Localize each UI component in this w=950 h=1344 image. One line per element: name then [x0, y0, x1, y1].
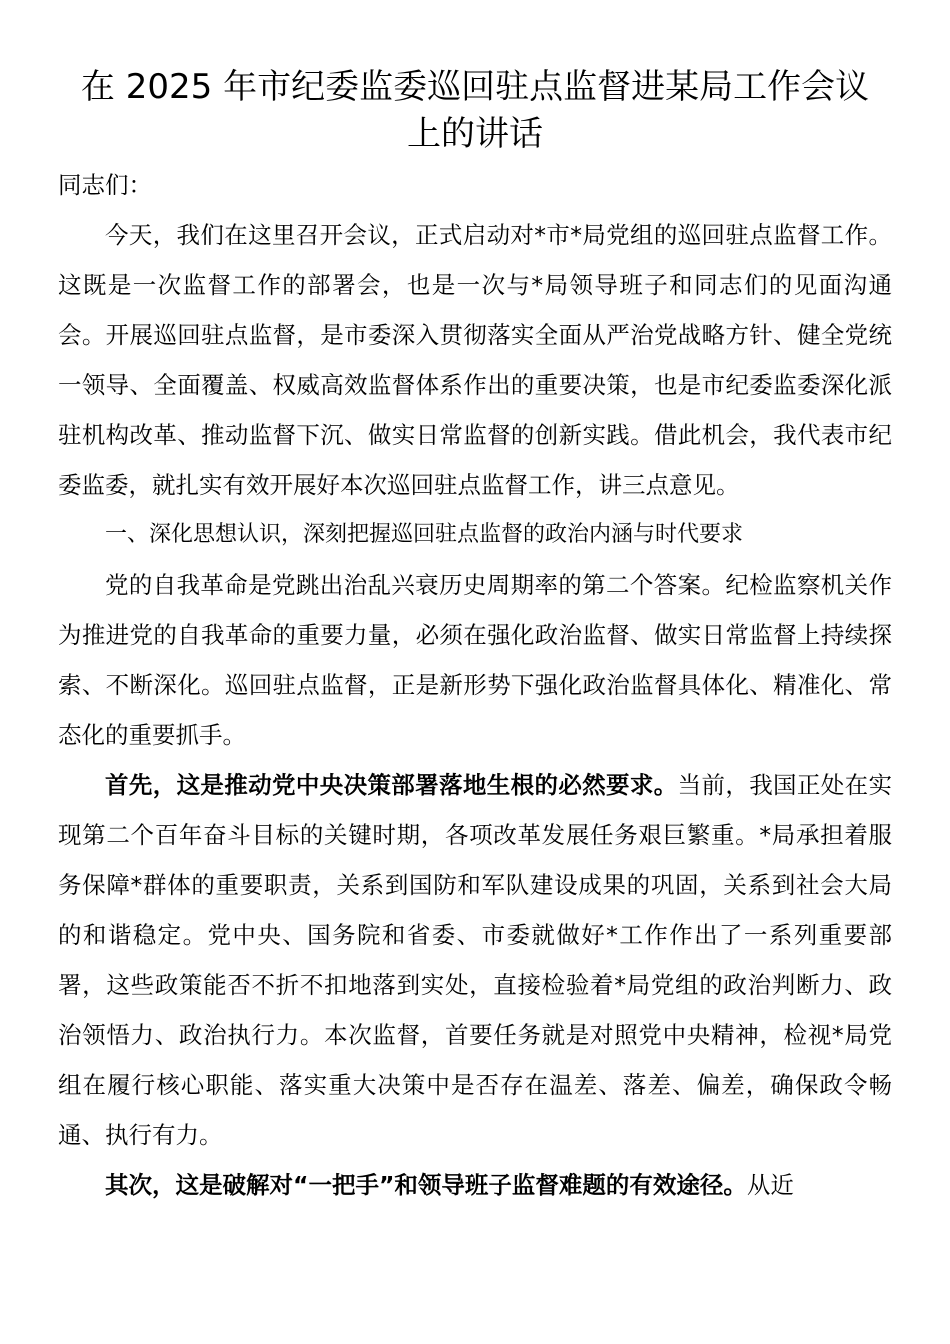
body-paragraph-3	[58, 1160, 892, 1210]
body-paragraph-1	[58, 560, 892, 760]
section-heading-1: 一、深化思想认识，深刻把握巡回驻点监督的政治内涵与时代要求	[105, 522, 744, 547]
intro-paragraph-text: 今天，我们在这里召开会议，正式启动对*市*局党组的巡回驻点监督工作。这既是一次监督工作的部署会，也是一次与*局领导班子和同志们的见面沟通会。开展巡回驻点监督，是市委深入贯彻落实全面从严治党战略方针、健全党统一领导、全面覆盖、权威高效监督体系作出的重要决策，也是市纪委监委深化派驻机构改革、推动监督下沉、做实日常监督的创新实践。借此机会，我代表市纪委监委，就扎实有效开展好本次巡回驻点监督工作，讲三点意见。	[58, 221, 892, 499]
body-paragraph-1-text: 党的自我革命是党跳出治乱兴衰历史周期率的第二个答案。纪检监察机关作为推进党的自我革命的重要力量，必须在强化政治监督、做实日常监督上持续探索、不断深化。巡回驻点监督，正是新形势下强化政治监督具体化、精准化、常态化的重要抓手。	[58, 571, 892, 749]
body-paragraph-2-bold: 首先，这是推动党中央决策部署落地生根的必然要求。	[105, 771, 678, 799]
document-title	[58, 64, 892, 158]
intro-paragraph	[58, 210, 892, 510]
title-line-2: 上的讲话	[407, 114, 543, 154]
body-paragraph-3-bold: 其次，这是破解对“一把手”和领导班子监督难题的有效途径。	[105, 1171, 747, 1199]
body-paragraph-2	[58, 760, 892, 1160]
document-page	[58, 64, 892, 1210]
body-paragraph-3-text: 从近	[746, 1171, 794, 1199]
salutation: 同志们：	[58, 171, 152, 199]
title-line-1: 在 2025 年市纪委监委巡回驻点监督进某局工作会议	[80, 67, 870, 107]
body-paragraph-2-text: 当前，我国正处在实现第二个百年奋斗目标的关键时期，各项改革发展任务艰巨繁重。*局承担着服务保障*群体的重要职责，关系到国防和军队建设成果的巩固，关系到社会大局的和谐稳定。党中央、国务院和省委、市委就做好*工作作出了一系列重要部署，这些政策能否不折不扣地落到实处，直接检验着*局党组的政治判断力、政治领悟力、政治执行力。本次监督，首要任务就是对照党中央精神，检视*局党组在履行核心职能、落实重大决策中是否存在温差、落差、偏差，确保政令畅通、执行有力。	[58, 771, 892, 1149]
